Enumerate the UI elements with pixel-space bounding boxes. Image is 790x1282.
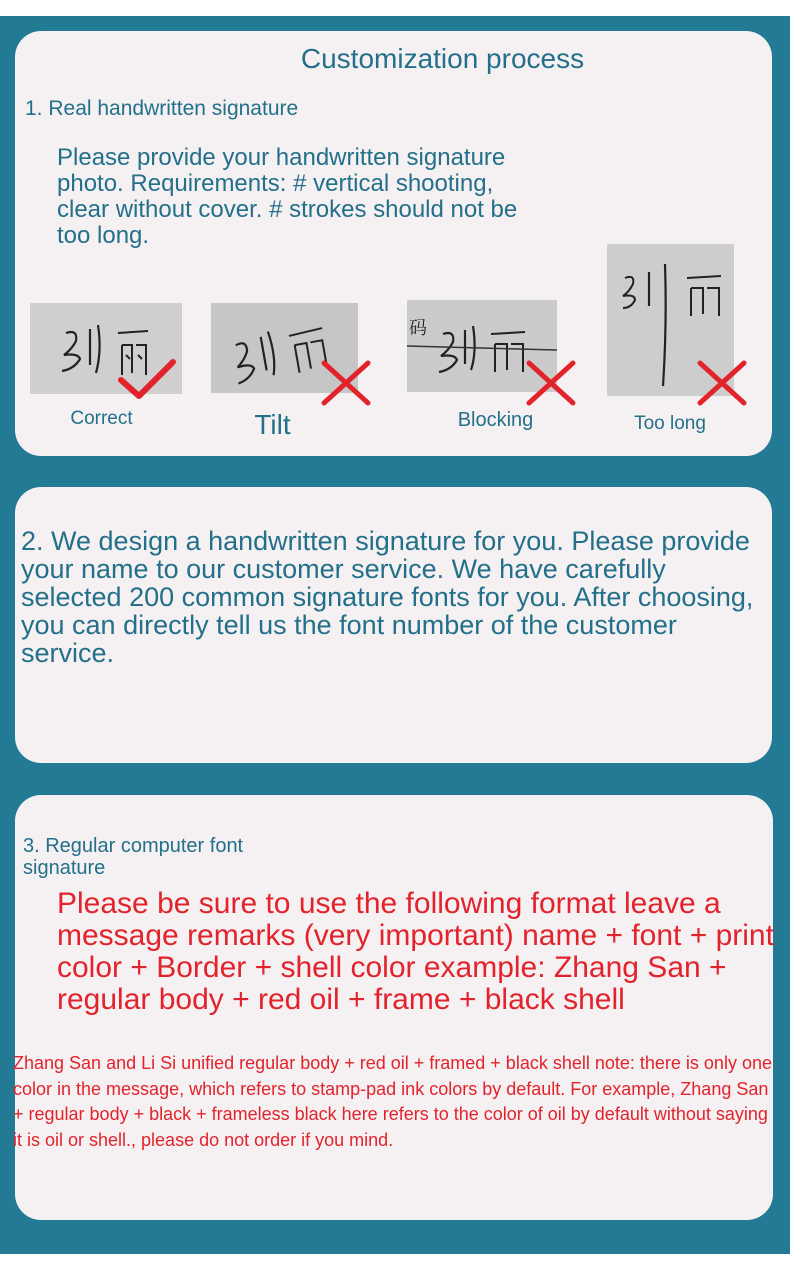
section-1-body: Please provide your handwritten signature photo. Requirements: # vertical shooting, clear without cover. # strokes should not be too long. <box>57 144 518 249</box>
example-label-correct: Correct <box>70 408 133 429</box>
section-3-note: Zhang San and Li Si unified regular body + red oil + framed + black shell note: there is only one color in the message, which refers to stamp-pad ink colors by default. For example, Zhang San + regular body + black + frameless black here refers to the color of oil by default without saying it is oil or shell., please do not order if you mind. <box>13 1053 772 1150</box>
section-2-card <box>15 487 772 763</box>
example-label-blocking: Blocking <box>457 409 534 431</box>
blocking-text: 码 <box>409 318 427 339</box>
check-icon <box>117 356 179 404</box>
section-3-card <box>15 795 773 1220</box>
cross-icon <box>525 359 577 407</box>
example-label-tilt: Tilt <box>254 409 291 440</box>
section-2-body: 2. We design a handwritten signature for you. Please provide your name to our customer service. We have carefully selected 200 common signature fonts for you. After choosing, you can directly tell us the font number of the customer service. <box>21 526 754 668</box>
cross-icon <box>320 359 372 407</box>
section-1-heading: 1. Real handwritten signature <box>25 97 299 120</box>
example-label-too-long: Too long <box>634 413 706 434</box>
section-3-instruction: Please be sure to use the following format leave a message remarks (very important) name + font + print color + Border + shell color example: Zhang San + regular body + red oil + frame + black shell <box>57 887 774 1016</box>
section-1-card <box>15 31 772 456</box>
page-title: Customization process <box>300 43 585 74</box>
section-3-heading: 3. Regular computer font signature <box>23 835 244 879</box>
cross-icon <box>696 359 748 407</box>
